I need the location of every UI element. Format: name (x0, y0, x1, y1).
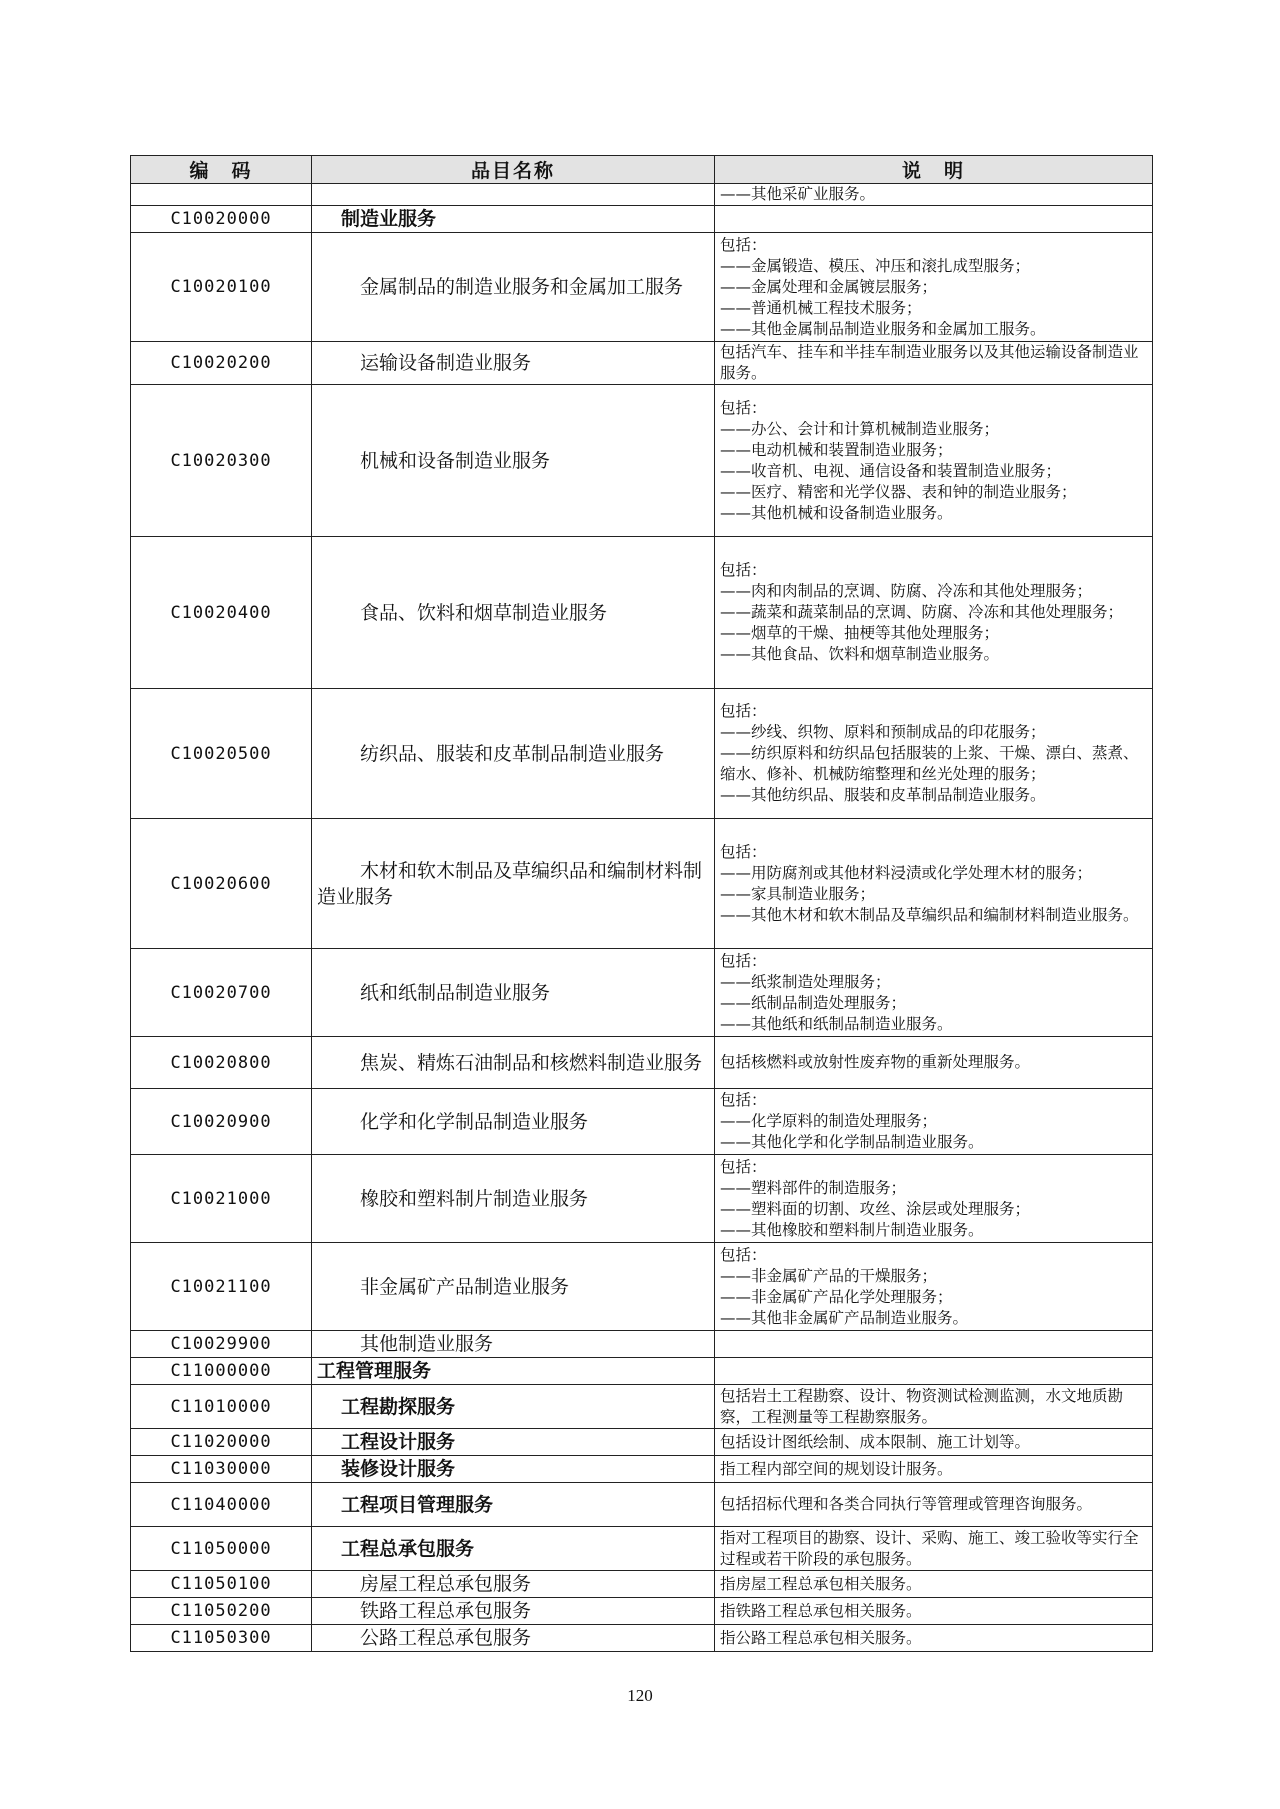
table-header (131, 156, 1153, 184)
item-code: C10029900 (131, 1331, 312, 1358)
description-line: ——家具制造业服务； (720, 884, 876, 903)
table-row (131, 385, 1153, 537)
description-line: 包括汽车、挂车和半挂车制造业服务以及其他运输设备制造业服务。 (720, 343, 1139, 382)
table-row (131, 184, 1153, 206)
table-row (131, 1571, 1153, 1598)
description-line: 指工程内部空间的规划设计服务。 (720, 1459, 953, 1478)
item-description (715, 1037, 1153, 1089)
item-name-cell (312, 1089, 715, 1155)
description-line: ——非金属矿产品化学处理服务； (720, 1287, 953, 1306)
item-name: 工程总承包服务 (341, 1537, 475, 1560)
item-name-cell (312, 1456, 715, 1483)
table-row (131, 537, 1153, 689)
item-name: 其他制造业服务 (360, 1333, 494, 1355)
description-line: ——医疗、精密和光学仪器、表和钟的制造业服务； (720, 482, 1077, 501)
table-row (131, 1243, 1153, 1331)
item-description (715, 385, 1153, 537)
table-row (131, 1527, 1153, 1571)
table-row (131, 1598, 1153, 1625)
item-name: 制造业服务 (341, 208, 437, 230)
item-code: C11050000 (131, 1527, 312, 1571)
item-name-cell (312, 537, 715, 689)
description-line: 包括岩土工程勘察、设计、物资测试检测监测，水文地质勘察，工程测量等工程勘察服务。 (720, 1386, 1124, 1426)
description-line: ——其他食品、饮料和烟草制造业服务。 (720, 645, 1000, 663)
item-description (715, 1155, 1153, 1243)
item-code: C11040000 (131, 1483, 312, 1527)
description-line: 包括： (720, 702, 767, 720)
description-line: 包括招标代理和各类合同执行等管理或管理咨询服务。 (720, 1495, 1093, 1513)
item-name-cell (312, 1527, 715, 1571)
item-code: C11050100 (131, 1571, 312, 1598)
item-description (715, 1571, 1153, 1598)
description-line: ——其他橡胶和塑料制片制造业服务。 (720, 1220, 984, 1239)
description-line: ——普通机械工程技术服务； (720, 298, 922, 317)
item-description (715, 949, 1153, 1037)
item-description (715, 1331, 1153, 1358)
item-name: 公路工程总承包服务 (360, 1627, 532, 1649)
table-row (131, 1331, 1153, 1358)
table-row (131, 342, 1153, 385)
description-line: 包括： (720, 235, 767, 254)
item-code: C10020700 (131, 949, 312, 1037)
description-line: 包括： (720, 1091, 767, 1109)
item-code: C11050200 (131, 1598, 312, 1625)
item-name: 金属制品的制造业服务和金属加工服务 (360, 276, 684, 298)
item-name: 工程管理服务 (317, 1360, 432, 1382)
item-description (715, 1483, 1153, 1527)
item-description (715, 1456, 1153, 1483)
header-code: 编 码 (131, 156, 312, 184)
item-code: C11010000 (131, 1385, 312, 1429)
item-description (715, 1527, 1153, 1571)
item-name-cell (312, 1571, 715, 1598)
description-line: ——纸浆制造处理服务； (720, 972, 891, 991)
item-description (715, 233, 1153, 342)
item-description (715, 1598, 1153, 1625)
item-name-cell (312, 206, 715, 233)
item-code: C10020200 (131, 342, 312, 385)
item-name: 工程勘探服务 (341, 1395, 456, 1418)
table-row (131, 1358, 1153, 1385)
description-line: ——金属处理和金属镀层服务； (720, 277, 938, 296)
item-code: C10020000 (131, 206, 312, 233)
description-line: ——塑料部件的制造服务； (720, 1178, 907, 1197)
table-row (131, 1429, 1153, 1456)
description-line: 包括： (720, 1157, 767, 1176)
description-line: ——其他木材和软木制品及草编织品和编制材料制造业服务。 (720, 905, 1139, 924)
description-line: ——蔬菜和蔬菜制品的烹调、防腐、冷冻和其他处理服务； (720, 603, 1124, 621)
table-row (131, 1625, 1153, 1652)
table-row (131, 1155, 1153, 1243)
table-row (131, 1456, 1153, 1483)
item-name-cell (312, 1385, 715, 1429)
item-code: C10020100 (131, 233, 312, 342)
item-code: C10020600 (131, 819, 312, 949)
table-row (131, 819, 1153, 949)
item-name-cell (312, 233, 715, 342)
description-line: ——纺织原料和纺织品包括服装的上浆、干燥、漂白、蒸煮、缩水、修补、机械防缩整理和丝光处理的服务； (720, 744, 1139, 783)
item-code: C11050300 (131, 1625, 312, 1652)
item-name: 焦炭、精炼石油制品和核燃料制造业服务 (360, 1051, 703, 1074)
item-description (715, 1625, 1153, 1652)
description-line: 包括： (720, 561, 767, 579)
description-line: ——用防腐剂或其他材料浸渍或化学处理木材的服务； (720, 863, 1093, 882)
description-line: ——塑料面的切割、攻丝、涂层或处理服务； (720, 1199, 1031, 1218)
table-row (131, 233, 1153, 342)
item-name-cell (312, 184, 715, 206)
description-line: 包括核燃料或放射性废弃物的重新处理服务。 (720, 1053, 1031, 1071)
item-code: C11030000 (131, 1456, 312, 1483)
page-number: 120 (627, 1686, 653, 1705)
description-line: 指对工程项目的勘察、设计、采购、施工、竣工验收等实行全过程或若干阶段的承包服务。 (720, 1528, 1139, 1568)
description-line: ——办公、会计和计算机械制造业服务； (720, 419, 1000, 438)
item-name: 工程设计服务 (341, 1431, 456, 1453)
item-code: C10020300 (131, 385, 312, 537)
item-name: 装修设计服务 (341, 1458, 456, 1480)
item-name: 橡胶和塑料制片制造业服务 (360, 1187, 589, 1210)
catalog-table (130, 155, 1153, 1652)
item-description (715, 342, 1153, 385)
item-name: 木材和软木制品及草编织品和编制材料制造业服务 (317, 859, 703, 908)
item-name-cell (312, 819, 715, 949)
item-name: 食品、饮料和烟草制造业服务 (360, 601, 608, 624)
item-description (715, 1243, 1153, 1331)
table-row (131, 689, 1153, 819)
item-name: 房屋工程总承包服务 (360, 1573, 532, 1595)
description-line: 指公路工程总承包相关服务。 (720, 1628, 922, 1647)
description-line: 包括： (720, 1245, 767, 1264)
item-name-cell (312, 689, 715, 819)
item-code: C10020900 (131, 1089, 312, 1155)
item-name: 化学和化学制品制造业服务 (360, 1110, 589, 1133)
item-description (715, 184, 1153, 206)
item-code: C10020800 (131, 1037, 312, 1089)
description-line: ——其他机械和设备制造业服务。 (720, 503, 953, 522)
description-line: 指房屋工程总承包相关服务。 (720, 1574, 922, 1593)
description-line: 包括设计图纸绘制、成本限制、施工计划等。 (720, 1432, 1031, 1451)
item-code (131, 184, 312, 206)
table-row (131, 1483, 1153, 1527)
description-line: ——其他纺织品、服装和皮革制品制造业服务。 (720, 786, 1046, 804)
description-line: ——其他非金属矿产品制造业服务。 (720, 1308, 969, 1327)
item-code: C11020000 (131, 1429, 312, 1456)
description-line: ——其他纸和纸制品制造业服务。 (720, 1014, 953, 1033)
item-name-cell (312, 342, 715, 385)
description-line: 指铁路工程总承包相关服务。 (720, 1601, 922, 1620)
table-row (131, 206, 1153, 233)
item-code: C11000000 (131, 1358, 312, 1385)
item-name: 运输设备制造业服务 (360, 352, 532, 374)
item-description (715, 1385, 1153, 1429)
item-name-cell (312, 1037, 715, 1089)
item-name-cell (312, 1429, 715, 1456)
item-name-cell (312, 385, 715, 537)
item-name: 纸和纸制品制造业服务 (360, 981, 551, 1004)
description-line: ——化学原料的制造处理服务； (720, 1112, 938, 1130)
item-name-cell (312, 1598, 715, 1625)
item-description (715, 1429, 1153, 1456)
item-description (715, 1358, 1153, 1385)
item-name-cell (312, 1243, 715, 1331)
item-name: 非金属矿产品制造业服务 (360, 1275, 570, 1298)
item-name-cell (312, 1625, 715, 1652)
item-description (715, 819, 1153, 949)
description-line: ——电动机械和装置制造业服务； (720, 440, 953, 459)
description-line: ——纸制品制造处理服务； (720, 993, 907, 1012)
item-code: C10020500 (131, 689, 312, 819)
item-name-cell (312, 1358, 715, 1385)
description-line: ——烟草的干燥、抽梗等其他处理服务； (720, 624, 1000, 642)
description-line: ——其他化学和化学制品制造业服务。 (720, 1133, 984, 1151)
item-name: 机械和设备制造业服务 (360, 449, 551, 472)
description-line: 包括： (720, 398, 767, 417)
table-row (131, 949, 1153, 1037)
description-line: 包括： (720, 842, 767, 861)
item-name-cell (312, 1483, 715, 1527)
table-row (131, 1089, 1153, 1155)
header-description: 说 明 (715, 156, 1153, 184)
item-code: C10021000 (131, 1155, 312, 1243)
table-row (131, 1037, 1153, 1089)
item-name-cell (312, 1155, 715, 1243)
item-description (715, 206, 1153, 233)
item-name-cell (312, 1331, 715, 1358)
description-line: ——纱线、织物、原料和预制成品的印花服务； (720, 723, 1046, 741)
description-line: ——其他金属制品制造业服务和金属加工服务。 (720, 319, 1046, 338)
item-code: C10020400 (131, 537, 312, 689)
item-name: 工程项目管理服务 (341, 1493, 494, 1516)
description-line: ——收音机、电视、通信设备和装置制造业服务； (720, 461, 1062, 480)
item-code: C10021100 (131, 1243, 312, 1331)
item-name: 纺织品、服装和皮革制品制造业服务 (360, 742, 665, 765)
description-line: ——其他采矿业服务。 (720, 185, 876, 203)
item-name-cell (312, 949, 715, 1037)
table-body (131, 184, 1153, 1652)
item-name: 铁路工程总承包服务 (360, 1600, 532, 1622)
item-description (715, 689, 1153, 819)
item-description (715, 1089, 1153, 1155)
description-line: 包括： (720, 951, 767, 970)
description-line: ——肉和肉制品的烹调、防腐、冷冻和其他处理服务； (720, 582, 1093, 600)
header-item-name: 品目名称 (312, 156, 715, 184)
item-description (715, 537, 1153, 689)
description-line: ——金属锻造、模压、冲压和滚扎成型服务； (720, 256, 1031, 275)
table-row (131, 1385, 1153, 1429)
description-line: ——非金属矿产品的干燥服务； (720, 1266, 938, 1285)
